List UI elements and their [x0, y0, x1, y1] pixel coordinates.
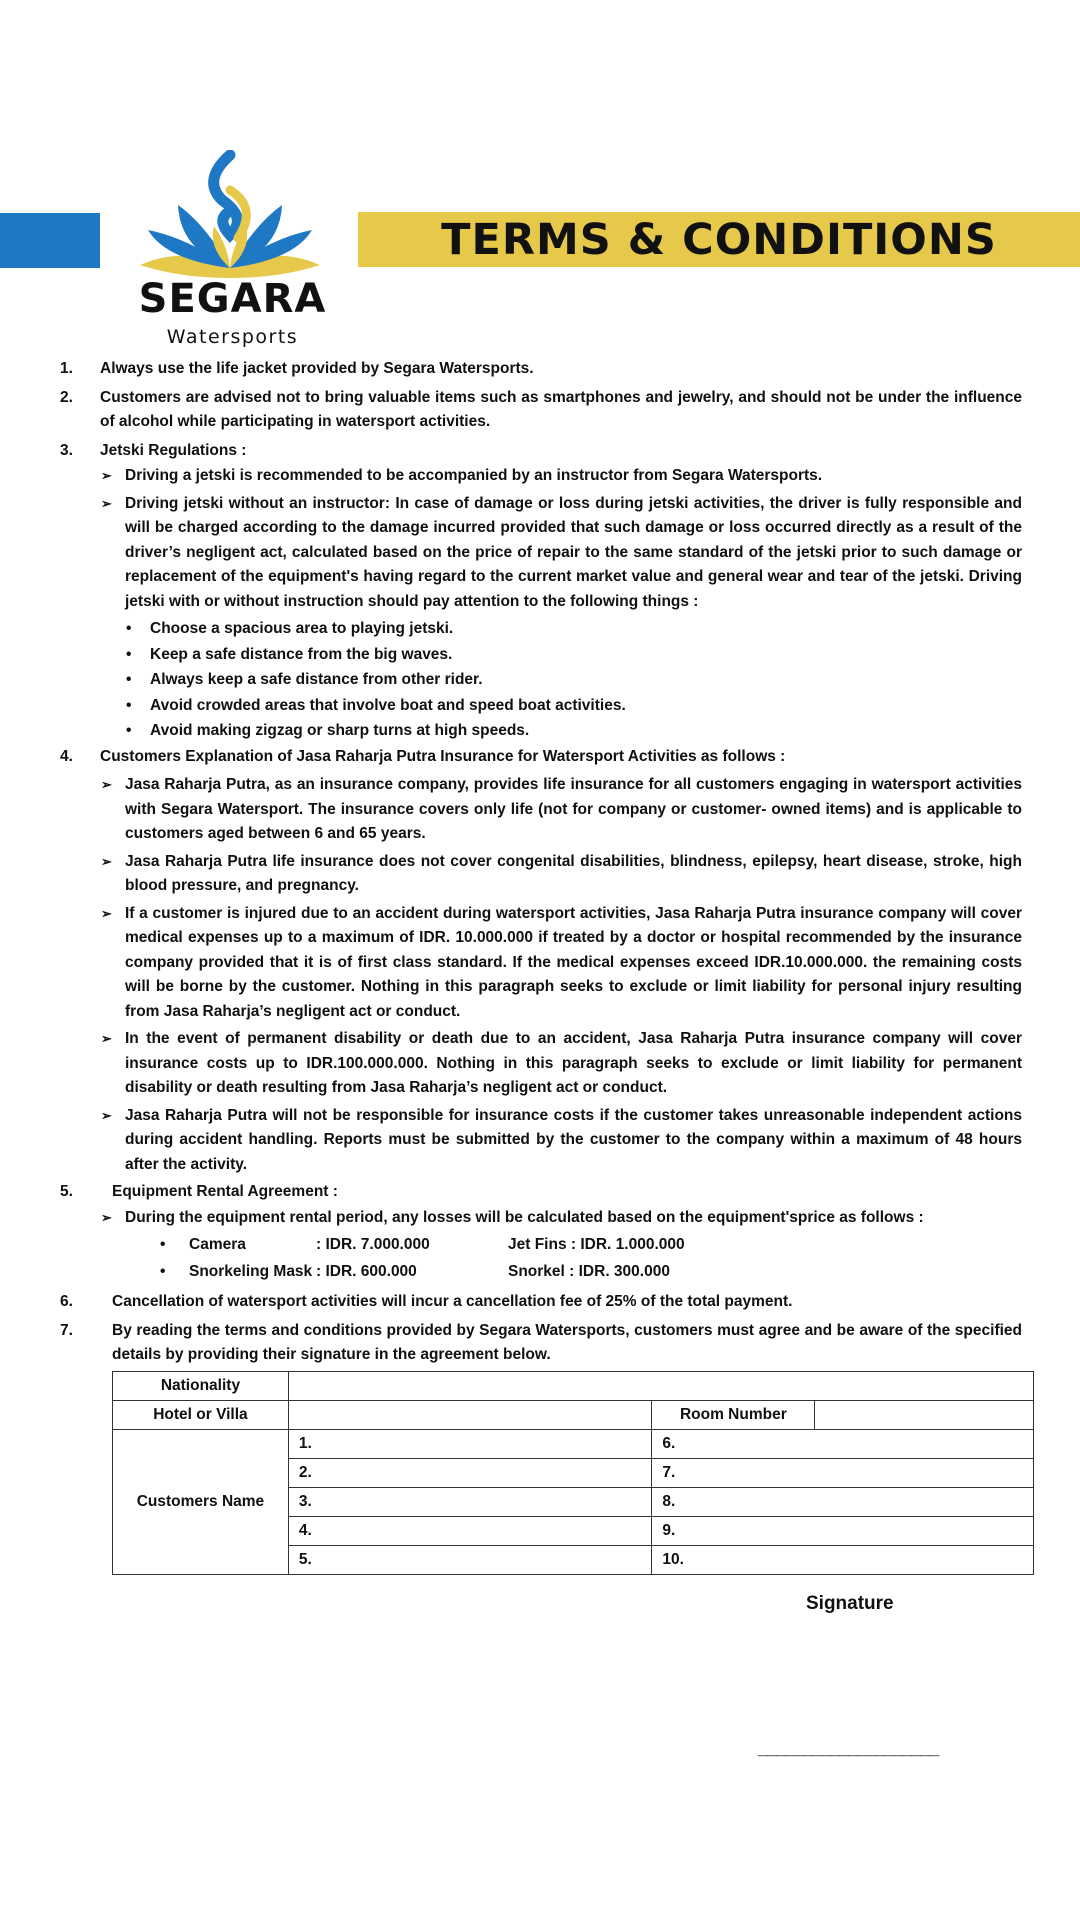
- sub-item: [60, 773, 1022, 847]
- bullet-icon: •: [160, 1263, 166, 1280]
- hotel-field[interactable]: [288, 1401, 652, 1430]
- sub-item-text: Jasa Raharja Putra, as an insurance company, provides life insurance for all customers engaging in watersport activities with Segara Watersport. The insurance covers only life (not for company or customer- owned items) and is applicable to customers aged between 6 and 65 years.: [125, 776, 1022, 842]
- term-item-3: [60, 439, 1022, 464]
- header-blue-bar: [0, 213, 100, 268]
- sub-item-text: Jasa Raharja Putra life insurance does not cover congenital disabilities, blindness, epilepsy, heart disease, stroke, high blood pressure, and pregnancy.: [125, 852, 1022, 894]
- logo-tagline: Watersports: [166, 326, 299, 348]
- bullet-item: [60, 694, 1022, 719]
- bullet-text: Keep a safe distance from the big waves.: [150, 645, 453, 663]
- customer-name-field[interactable]: 6.: [652, 1430, 1034, 1459]
- terms-list: [60, 357, 1022, 1372]
- term-item-4: [60, 745, 1022, 770]
- arrow-bullet-icon: ➢: [101, 905, 112, 921]
- page-title: TERMS & CONDITIONS: [441, 214, 997, 265]
- arrow-bullet-icon: ➢: [101, 495, 112, 511]
- customer-name-field[interactable]: 8.: [652, 1488, 1034, 1517]
- arrow-bullet-icon: ➢: [101, 1107, 112, 1123]
- term-text: Customers Explanation of Jasa Raharja Putra Insurance for Watersport Activities as follows :: [100, 747, 786, 765]
- arrow-bullet-icon: ➢: [101, 1209, 112, 1225]
- customer-name-field[interactable]: 10.: [652, 1546, 1034, 1575]
- sub-item-text: Jasa Raharja Putra will not be responsible for insurance costs if the customer takes unreasonable independent actions during accident handling. Reports must be submitted by the customer to the company within a maximum of 48 hours after the activity.: [125, 1106, 1022, 1173]
- term-item-7: [60, 1319, 1022, 1368]
- signature-line[interactable]: ____________________: [758, 1738, 939, 1758]
- term-text: By reading the terms and conditions provided by Segara Watersports, customers must agree and be aware of the specified details by providing their signature in the agreement below.: [112, 1321, 1022, 1363]
- bullet-item: [60, 719, 1022, 744]
- sub-item-text: Driving a jetski is recommended to be accompanied by an instructor from Segara Watersports.: [125, 467, 823, 484]
- sub-item: [60, 1027, 1022, 1101]
- sub-item: [60, 1206, 1022, 1231]
- term-number: 2.: [60, 388, 73, 406]
- sub-item-text: Driving jetski without an instructor: In case of damage or loss during jetski activities, the driver is fully responsible and will be charged according to the damage incurred provided that such damage or loss occurred directly as a result of the driver’s negligent act, calculated based on the price of repair to the same standard of the jetski prior to such damage or replacement of the equipment's having regard to the current market value and general wear and tear of the jetski. Driving jetski with or without instruction should pay attention to the following things :: [125, 494, 1022, 610]
- arrow-bullet-icon: ➢: [101, 777, 112, 792]
- sub-item: [60, 492, 1022, 615]
- rental-item-price: : IDR. 7.000.000: [316, 1236, 430, 1253]
- logo-name: SEGARA: [138, 276, 327, 322]
- term-item-2: [60, 386, 1022, 435]
- bullet-item: [60, 643, 1022, 668]
- customer-name-field[interactable]: 5.: [288, 1546, 652, 1575]
- sub-item-text: During the equipment rental period, any losses will be calculated based on the equipment'sprice as follows :: [125, 1208, 924, 1226]
- term-item-6: [60, 1290, 1022, 1315]
- arrow-bullet-icon: ➢: [101, 468, 112, 483]
- customer-name-field[interactable]: 7.: [652, 1459, 1034, 1488]
- bullet-text: Avoid making zigzag or sharp turns at high speeds.: [150, 722, 530, 739]
- bullet-icon: •: [160, 1236, 166, 1253]
- bullet-icon: •: [126, 722, 132, 739]
- arrow-bullet-icon: ➢: [101, 1031, 112, 1046]
- sub-item: [60, 850, 1022, 899]
- table-row: [113, 1401, 1034, 1430]
- customer-name-field[interactable]: 2.: [288, 1459, 652, 1488]
- rental-item-name: Snorkeling Mask: [189, 1263, 313, 1280]
- bullet-item: [60, 668, 1022, 693]
- rental-item-price: : IDR. 600.000: [316, 1263, 417, 1280]
- bullet-text: Always keep a safe distance from other rider.: [150, 671, 483, 688]
- term-number: 5.: [60, 1183, 73, 1200]
- sub-item-text: In the event of permanent disability or death due to an accident, Jasa Raharja Putra insurance company will cover insurance costs up to IDR.100.000.000. Nothing in this paragraph seeks to exclude or limit liability for permanent disability or death resulting from Jasa Raharja’s negligent act or conduct.: [125, 1030, 1022, 1096]
- term-text: Customers are advised not to bring valuable items such as smartphones and jewelry, and should not be under the influence of alcohol while participating in watersport activities.: [100, 388, 1022, 430]
- bullet-icon: •: [126, 645, 132, 663]
- nationality-field[interactable]: [288, 1372, 1033, 1401]
- term-text: Equipment Rental Agreement :: [112, 1183, 338, 1200]
- bullet-icon: •: [126, 696, 132, 714]
- sub-item: [60, 464, 1022, 489]
- bullet-text: Choose a spacious area to playing jetski.: [150, 620, 454, 637]
- rental-row: [60, 1233, 1022, 1260]
- term-text: Cancellation of watersport activities will incur a cancellation fee of 25% of the total payment.: [112, 1293, 793, 1310]
- table-row: [113, 1372, 1034, 1401]
- rental-item-other: Snorkel : IDR. 300.000: [508, 1263, 670, 1280]
- term-text: Jetski Regulations :: [100, 441, 247, 459]
- customers-name-label: Customers Name: [113, 1430, 289, 1575]
- bullet-text: Avoid crowded areas that involve boat and speed boat activities.: [150, 696, 626, 714]
- term-number: 4.: [60, 747, 73, 765]
- term-item-5: [60, 1180, 1022, 1205]
- term-text: Always use the life jacket provided by Segara Watersports.: [100, 360, 534, 377]
- rental-row: [60, 1260, 1022, 1287]
- nationality-label: Nationality: [113, 1372, 289, 1401]
- term-item-1: [60, 357, 1022, 382]
- customer-name-field[interactable]: 1.: [288, 1430, 652, 1459]
- arrow-bullet-icon: ➢: [101, 853, 112, 869]
- sub-item-text: If a customer is injured due to an accident during watersport activities, Jasa Raharja Putra insurance company will cover medical expenses up to a maximum of IDR. 10.000.000 if treated by a doctor or hospital recommended by the insurance company provided that it is of first class standard. If the medical expenses exceed IDR.10.000.000. the remaining costs will be borne by the customer. Nothing in this paragraph seeks to exclude or limit liability for personal injury resulting from Jasa Raharja’s negligent act or conduct.: [125, 904, 1022, 1020]
- table-row: [113, 1430, 1034, 1459]
- signature-label: Signature: [806, 1593, 894, 1614]
- sub-item: [60, 1104, 1022, 1178]
- customer-name-field[interactable]: 4.: [288, 1517, 652, 1546]
- room-number-field[interactable]: [815, 1401, 1034, 1430]
- bullet-icon: •: [126, 671, 132, 688]
- bullet-item: [60, 617, 1022, 642]
- customer-name-field[interactable]: 3.: [288, 1488, 652, 1517]
- room-number-label: Room Number: [652, 1401, 815, 1430]
- term-number: 3.: [60, 441, 73, 459]
- bullet-icon: •: [126, 620, 132, 637]
- sub-item: [60, 902, 1022, 1025]
- term-number: 1.: [60, 360, 73, 377]
- hotel-label: Hotel or Villa: [113, 1401, 289, 1430]
- term-number: 6.: [60, 1293, 73, 1310]
- header-title-bar: [358, 212, 1080, 267]
- term-number: 7.: [60, 1321, 73, 1339]
- rental-item-other: Jet Fins : IDR. 1.000.000: [508, 1236, 685, 1253]
- customer-form-table: [112, 1371, 1034, 1575]
- customer-name-field[interactable]: 9.: [652, 1517, 1034, 1546]
- rental-item-name: Camera: [189, 1236, 246, 1253]
